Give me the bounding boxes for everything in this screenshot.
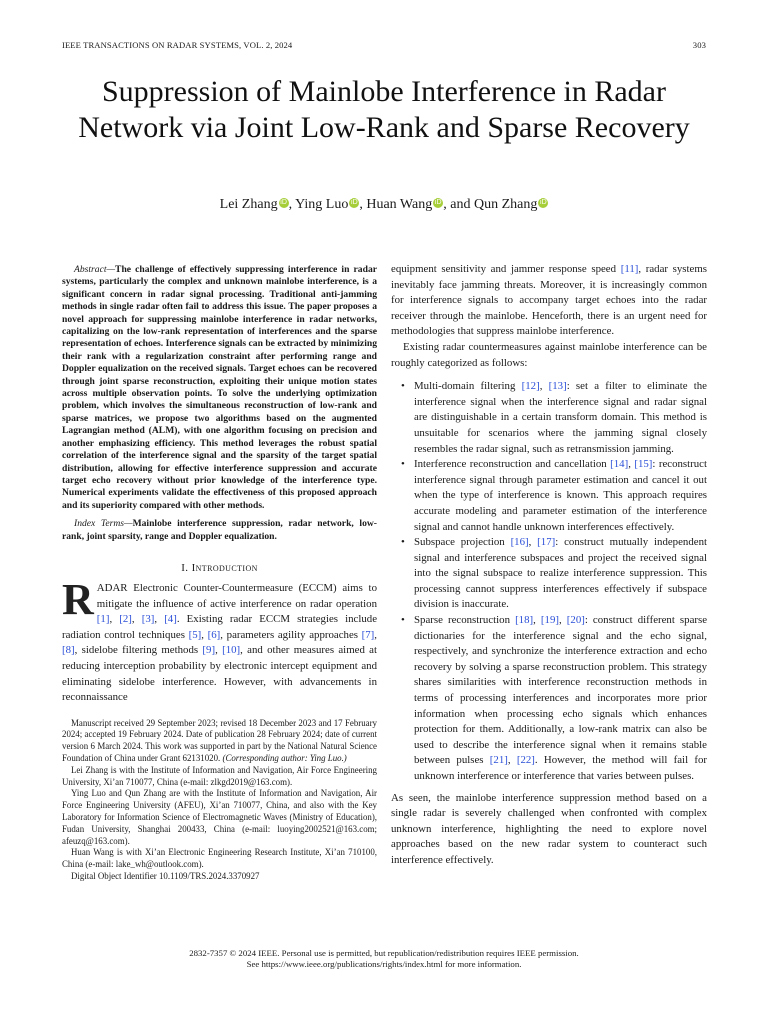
journal-name: IEEE TRANSACTIONS ON RADAR SYSTEMS, VOL. 2, 2024: [62, 40, 293, 50]
section-number: I.: [181, 561, 189, 574]
author-name: Qun Zhang: [473, 197, 538, 212]
author-list: [60, 196, 708, 214]
author-name: Huan Wang: [366, 197, 433, 212]
author-separator: , and: [443, 197, 474, 212]
citation-link[interactable]: [6]: [207, 628, 221, 641]
intro-paragraph: [62, 574, 378, 706]
text-run: , and other measures aimed at reducing interception probability by electronic intercept equipment and eliminating sidelobe interference. However, with advancements in reconnaissance: [62, 644, 377, 704]
bullet-icon: •: [401, 536, 405, 549]
citation-link[interactable]: [4]: [164, 613, 177, 626]
text-run: . Existing radar ECCM strategies include radiation control techniques: [62, 613, 378, 641]
text-run: ,: [507, 754, 517, 767]
author-separator: ,: [288, 197, 296, 212]
paper-title: Suppression of Mainlobe Interference in Radar Network via Joint Low-Rank and Sparse Recovery: [78, 75, 690, 144]
list-item: [401, 613, 708, 785]
bullet-icon: •: [401, 614, 405, 627]
abstract: [62, 264, 377, 512]
list-item: [401, 457, 708, 535]
text-run: ,: [215, 644, 223, 657]
text-run: . However, the method will fail for unknown interference or interference that varies between pulses.: [414, 754, 707, 782]
text-run: , sidelobe filtering methods: [74, 644, 203, 657]
abstract-text: The challenge of effectively suppressing interference in radar systems, particularly the complex and unknown mainlobe interference, is a significant concern in radar signal processing. Traditional anti-jamming methods in single radar often fail to address this issue. The paper proposes a novel approach for suppressing mainlobe interference in radar networks, capitalizing on the low-rank representation of interferences and the sparse representation of echoes. Interference signals can be extracted by minimizing their rank with a regularization constraint after performing range and Doppler equalization on the received signals. Target echoes can be recovered through joint sparse reconstruction, exploiting their unique motion states across multiple observation points. To solve the underlying optimization problem, which involves the simultaneous reconstruction of low-rank and sparse matrices, we propose two algorithms based on the augmented Lagrangian method (ALM), with one algorithm focusing on precision and another emphasizing efficiency. This method leverages the robust spatial correlation of the interference signal and the sparsity of the target spatial distribution, allowing for effective interference suppression and accurate target echo recovery without prior knowledge of the interference type. Numerical experiments validate the effectiveness of this proposed approach and its superiority compared with other methods.: [62, 264, 377, 511]
footnotes: [62, 718, 377, 883]
copyright-line: 2832-7357 © 2024 IEEE. Personal use is permitted, but republication/redistribution requires IEEE permission.: [189, 948, 579, 958]
text-run: ,: [533, 614, 541, 627]
citation-link[interactable]: [20]: [566, 614, 585, 627]
intro-text: [62, 574, 378, 704]
right-paragraphs: [391, 262, 707, 371]
text-run: : construct mutually independent signal and interference subspaces and project the received signal into the signal subspace to realize interference suppression. This processing cannot suppress interferences effectively if subspace division is inaccurate.: [414, 536, 708, 611]
drop-cap: R: [62, 574, 94, 624]
index-terms: [62, 518, 377, 543]
citation-link[interactable]: [5]: [188, 628, 202, 641]
text-run: ADAR Electronic Counter-Countermeasure (ECCM) aims to mitigate the influence of active interference on radar operation: [96, 581, 377, 610]
citation-link[interactable]: [15]: [634, 458, 653, 471]
index-terms-label: Index Terms—: [74, 518, 133, 530]
footnote-spacer: [62, 706, 377, 718]
author-name: Ying Luo: [295, 197, 349, 212]
citation-link[interactable]: [2]: [119, 613, 132, 626]
text-run: ,: [131, 613, 142, 626]
author-name: Lei Zhang: [219, 197, 278, 212]
text-run: Digital Object Identifier 10.1109/TRS.2024.3370927: [71, 871, 260, 882]
category-list: [391, 379, 707, 784]
orcid-icon[interactable]: iD: [540, 199, 547, 206]
orcid-icon[interactable]: iD: [280, 199, 287, 206]
citation-link[interactable]: [21]: [489, 754, 508, 767]
text-run: , parameters agility approaches: [220, 628, 362, 641]
closing-paragraph: As seen, the mainlobe interference suppression method based on a single radar is severely challenged when confronted with complex unknown interference, highlighting the need to explore novel approaches based on the new radar system to counteract such interference effectively.: [391, 791, 707, 866]
citation-link[interactable]: [8]: [62, 644, 75, 657]
running-head: [62, 40, 706, 52]
text-run: ,: [109, 613, 120, 626]
text-run: Lei Zhang is with the Institute of Information and Navigation, Air Force Engineering University, Xi’an 710077, China (e-mail: zlkgd2019@163.com).: [62, 764, 377, 787]
right-column: [391, 262, 707, 869]
page-number: 303: [692, 40, 706, 50]
citation-link[interactable]: [11]: [620, 263, 639, 275]
text-run: ,: [528, 536, 538, 549]
orcid-icon[interactable]: iD: [434, 199, 442, 206]
citation-link[interactable]: [7]: [361, 628, 375, 641]
body-paragraph: [391, 340, 707, 371]
text-run: Interference reconstruction and cancellation: [414, 458, 611, 471]
list-item: [401, 379, 707, 457]
citation-link[interactable]: [10]: [222, 644, 241, 657]
text-run: Sparse reconstruction: [414, 614, 516, 627]
text-run: ,: [559, 614, 567, 627]
text-run: , radar systems inevitably face jamming threats. Moreover, it is increasingly common for interference signals to accompany target echoes into the radar receiver through the mainlobe. Henceforth, there is an urgent need for methodologies that suppress mainlobe interference.: [391, 263, 708, 338]
list-item: [401, 535, 708, 613]
footnote: [62, 871, 377, 883]
citation-link[interactable]: [19]: [540, 614, 559, 627]
text-run: ,: [539, 380, 549, 393]
citation-link[interactable]: [16]: [510, 536, 529, 549]
text-run: Huan Wang is with Xi’an Electronic Engineering Research Institute, Xi’an 710100, China (e-mail: lake_wh@outlook.com).: [62, 847, 377, 870]
author-separator: ,: [359, 197, 367, 212]
text-run: ,: [628, 458, 635, 471]
text-run: ,: [154, 613, 165, 626]
text-run: : construct different sparse dictionaries for the interference signal and the echo signal, respectively, and synchronize the interference extraction and echo recovery by solving a sparse reconstruction problem. This strategy shares similarities with interference reconstruction methods in terms of processing interferences and incorporates more prior information when processing echo signals which enhances protection for them. Additionally, a low-rank matrix can also be used to describe the interference signal when it remains stable between pulses: [414, 614, 708, 767]
rights-link-line: See https://www.ieee.org/publications/rights/index.html for more information.: [246, 959, 522, 969]
citation-link[interactable]: [1]: [96, 613, 110, 626]
footnote: [62, 765, 377, 789]
copyright-notice: [62, 948, 706, 970]
citation-link[interactable]: [9]: [202, 644, 216, 657]
abstract-label: Abstract—: [74, 264, 116, 275]
footnote: [62, 718, 377, 765]
citation-link[interactable]: [3]: [141, 613, 155, 626]
text-run: Subspace projection: [414, 536, 511, 549]
text-run: ,: [201, 628, 208, 641]
left-column: [62, 264, 377, 883]
bullet-icon: •: [401, 458, 405, 471]
citation-link[interactable]: [22]: [516, 754, 535, 767]
section-title: Introduction: [191, 561, 258, 574]
text-run: : reconstruct interference signal through parameter estimation and cancel it out when the type of interference is known. This approach requires accurate modeling and parameter estimation of the interference signal and cannot handle unknown interferences effectively.: [414, 458, 708, 533]
citation-link[interactable]: [13]: [548, 380, 567, 393]
text-run: Manuscript received 29 September 2023; revised 18 December 2023 and 17 February 2024; accepted 19 February 2024. Date of publication 28 February 2024; date of current version 6 March 2024. This work was supported in part by the National Natural Science Foundation of China under Grant 62131020.: [62, 717, 377, 764]
citation-link[interactable]: [12]: [521, 380, 540, 393]
index-terms-text: Mainlobe interference suppression, radar network, low-rank, joint sparsity, range and Doppler equalization.: [62, 518, 378, 542]
bullet-icon: •: [401, 380, 405, 393]
footnote: [62, 847, 377, 871]
text-run: (Corresponding author: Ying Luo.): [222, 753, 347, 764]
text-run: Multi-domain filtering: [414, 380, 522, 393]
citation-link[interactable]: [17]: [537, 536, 556, 549]
body-paragraph: [391, 262, 707, 340]
text-run: : set a filter to eliminate the interference signal when the interference signal and radar signal are distinguishable in a certain transform domain. This method is unsuitable for scenarios where the jamming signal closely resembles the radar signal, such as retransmission jamming.: [414, 380, 707, 455]
section-heading: [62, 561, 377, 575]
text-run: Existing radar countermeasures against mainlobe interference can be roughly categorized as follows:: [391, 340, 707, 369]
citation-link[interactable]: [14]: [610, 458, 629, 471]
text-run: ,: [374, 628, 378, 641]
citation-link[interactable]: [18]: [515, 614, 534, 627]
footnote: [62, 788, 377, 847]
orcid-icon[interactable]: iD: [351, 199, 358, 206]
text-run: equipment sensitivity and jammer response speed: [391, 263, 621, 275]
text-run: Ying Luo and Qun Zhang are with the Institute of Information and Navigation, Air Force Engineering University (AFEU), Xi’an 710077, China, and also with the Key Laboratory for Information Science of Electromagnetic Waves (Ministry of Education), Fudan University, Shanghai 200433, China (e-mail: luoying2002521@163.com; afeuzq@163.com).: [62, 788, 377, 846]
